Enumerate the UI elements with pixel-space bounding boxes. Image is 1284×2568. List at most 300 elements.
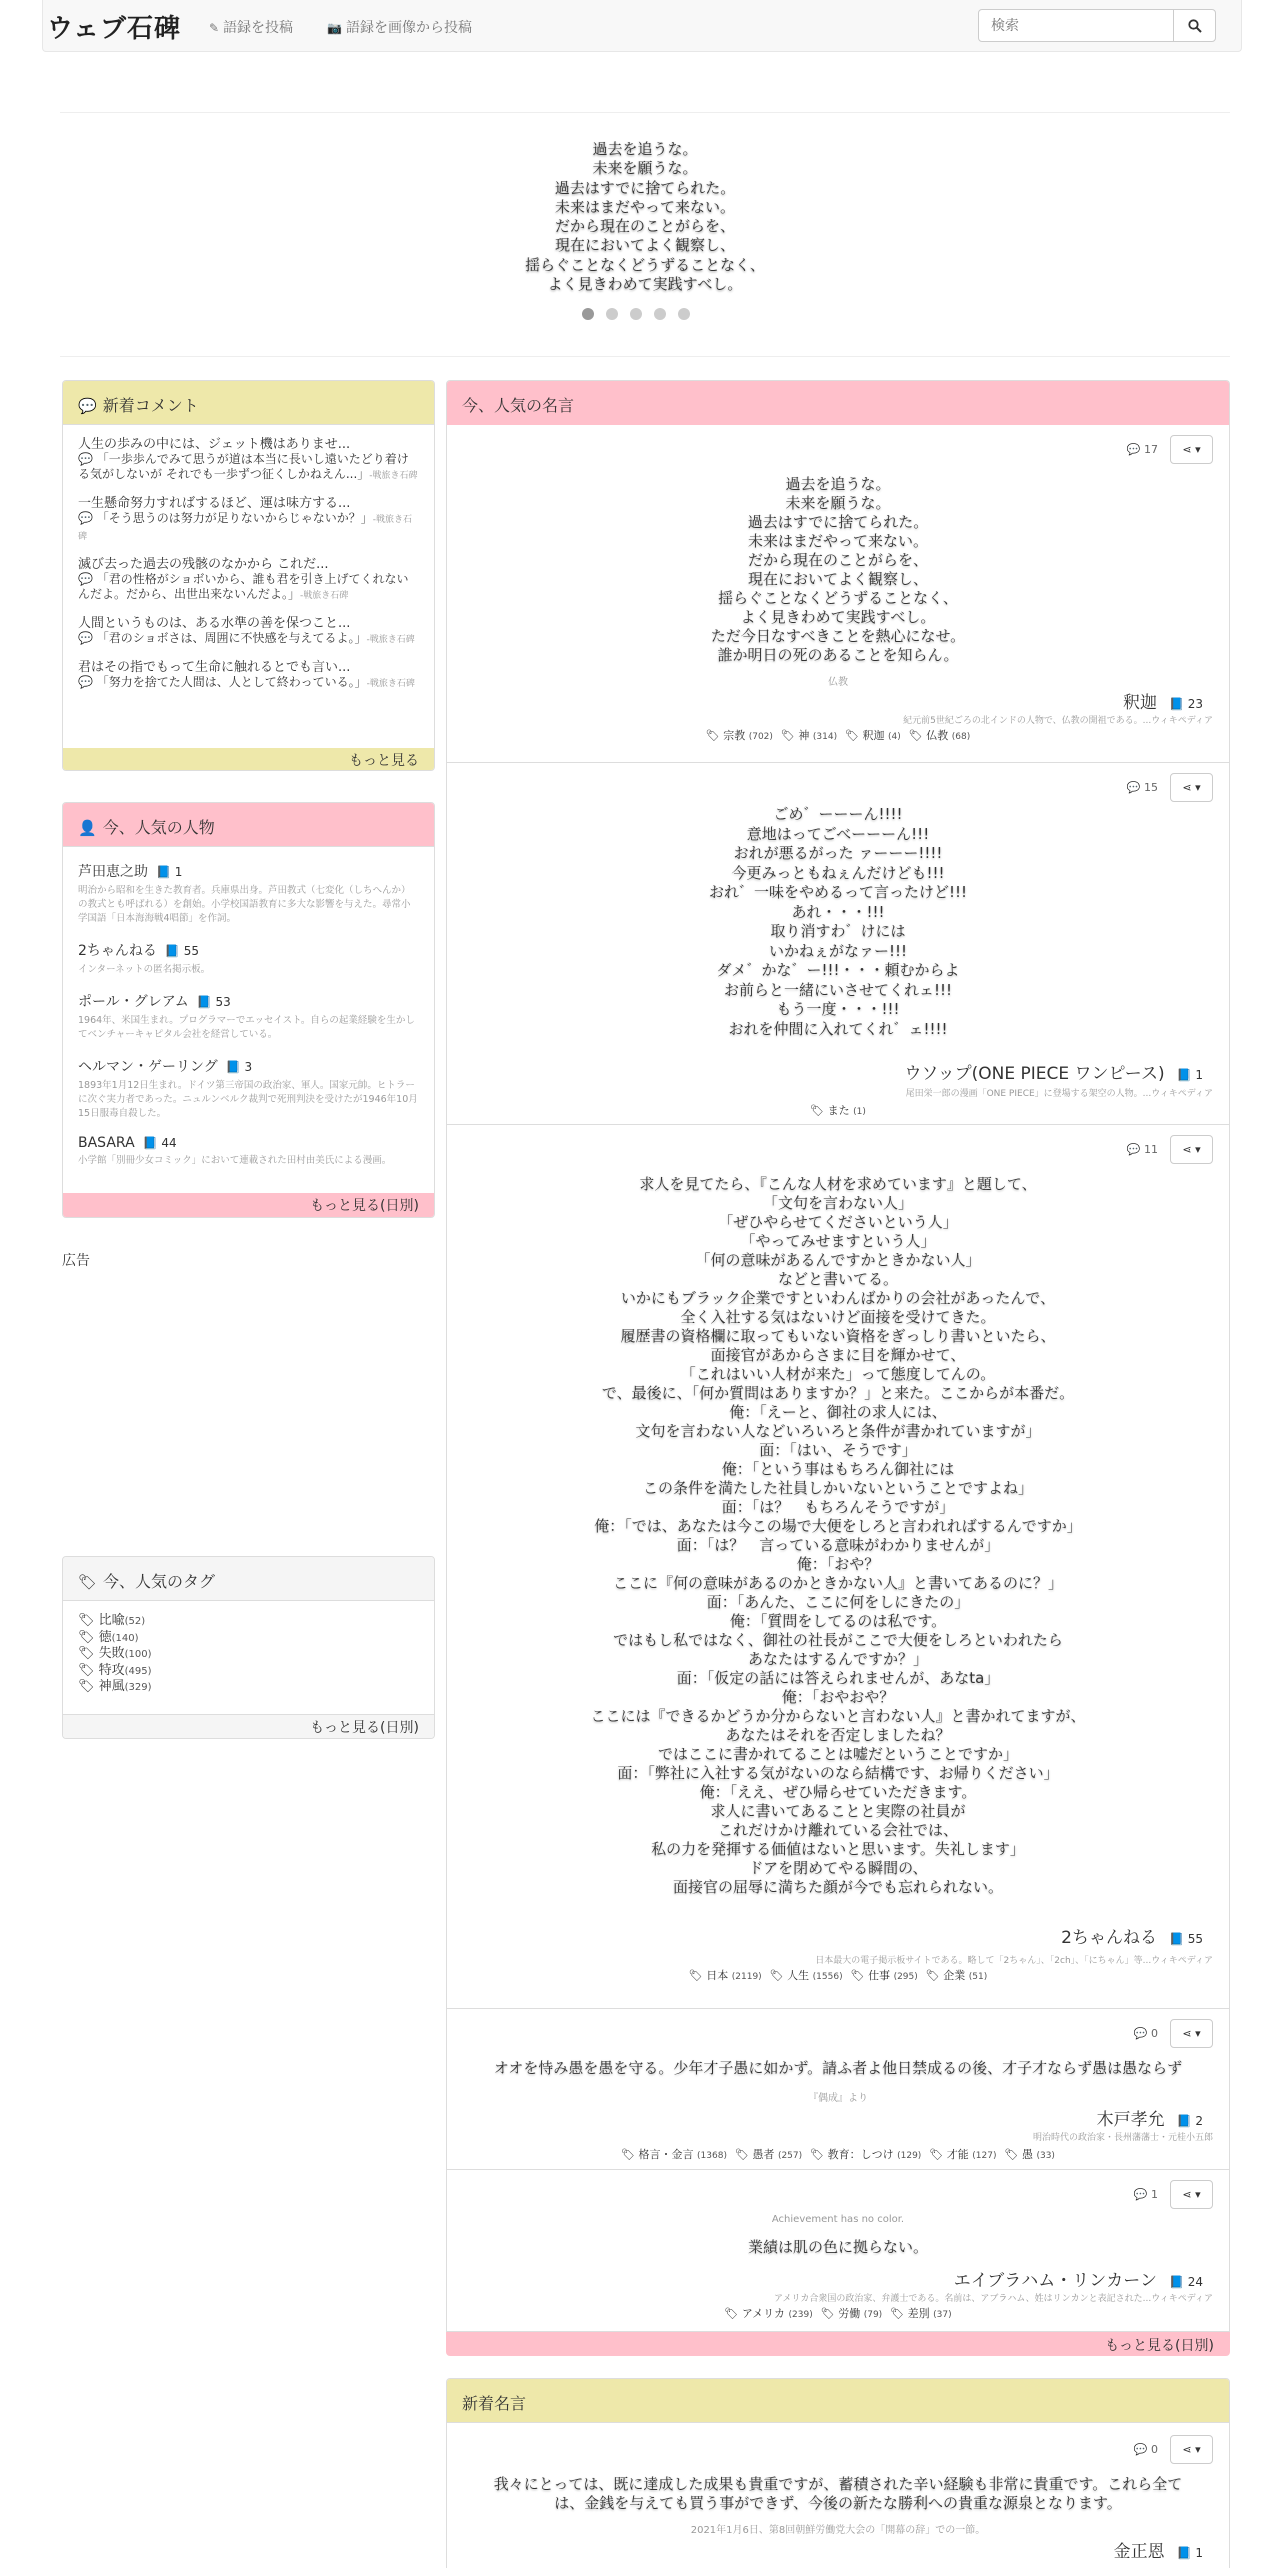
tag-name: 教育：しつけ xyxy=(827,2148,894,2161)
tag-link[interactable] xyxy=(689,1969,762,1982)
quote-line: あなたはそれを否定しましたね？ xyxy=(725,1726,951,1744)
book-icon: 📘 xyxy=(1168,1932,1188,1946)
tag-link[interactable] xyxy=(821,2307,882,2320)
quote-line: 「やってみせますという人」 xyxy=(740,1232,936,1250)
carousel-line: 過去を追うな。 xyxy=(592,140,698,158)
search-icon xyxy=(1188,19,1202,33)
tag-icon: 🏷 xyxy=(734,2148,753,2161)
quote-card xyxy=(446,425,1230,763)
quote-line: オオを恃み愚を愚を守る。少年才子愚に如かず。請ふ者よ他日禁成るの後、才子才ならず愚は愚ならず xyxy=(493,2059,1183,2077)
tag-icon: 🏷 xyxy=(810,2148,828,2161)
quote-line: 求人を見てたら、『こんな人材を求めています』と題して、 xyxy=(639,1175,1037,1193)
quote-line: 面接官があからさまに目を輝かせて、 xyxy=(710,1346,966,1364)
tag-name: アメリカ xyxy=(741,2307,786,2320)
comment-icon: 💬 xyxy=(78,675,97,689)
comment-count[interactable] xyxy=(1127,781,1158,794)
tag-link[interactable] xyxy=(621,2148,727,2161)
quote-text xyxy=(467,805,1209,1039)
comment-item[interactable] xyxy=(63,437,434,484)
book-icon: 📘 xyxy=(1168,697,1188,711)
search-input[interactable] xyxy=(978,9,1174,42)
quote-line: 俺：「質問をしてるのは私です。 xyxy=(729,1612,947,1630)
carousel-dot[interactable] xyxy=(654,308,666,320)
person-quote-count xyxy=(165,944,199,958)
share-icon: ⋖ ▾ xyxy=(1182,2027,1201,2040)
quote-tags xyxy=(447,2305,1229,2321)
tags-icon: 🏷 xyxy=(78,1573,98,1591)
share-icon: ⋖ ▾ xyxy=(1182,2443,1201,2456)
tag-count: (37) xyxy=(933,2310,952,2320)
comment-author: -戦旅き石碑 xyxy=(300,591,349,601)
quote-line: よく見きわめて実践すべし。 xyxy=(740,608,936,626)
carousel-indicators xyxy=(582,308,690,320)
divider xyxy=(60,112,1230,113)
quote-line: 俺：「という事はもちろん御社には xyxy=(721,1460,955,1478)
carousel-line: 過去はすでに捨てられた。 xyxy=(554,178,736,197)
author-quote-count-value: 1 xyxy=(1195,2546,1203,2560)
tag-name: 日本 xyxy=(706,1969,729,1982)
tag-link[interactable] xyxy=(890,2307,951,2320)
comment-icon: 💬 xyxy=(78,397,97,415)
quote-line: 今更みっともねぇんだけども!!! xyxy=(731,863,945,882)
share-dropdown-button[interactable] xyxy=(1170,773,1213,802)
panel-heading: 今、人気の名言 xyxy=(447,381,1229,425)
tag-icon: 🏷 xyxy=(621,2148,639,2161)
quote-line: 過去を追うな。 xyxy=(785,475,891,493)
tag-icon: 🏷 xyxy=(908,729,927,742)
person-quote-count xyxy=(226,1060,252,1074)
comment-text: 「努力を捨てた人間は、人として終わっている。」 xyxy=(96,675,367,689)
person-quote-count-value: 55 xyxy=(183,944,199,958)
author-description: 紀元前5世紀ごろの北インドの人物で、仏教の開祖である。...ウィキペディア xyxy=(903,716,1213,726)
tag-name: 失敗 xyxy=(98,1646,125,1661)
book-icon: 📘 xyxy=(1176,2114,1196,2128)
panel-title: 今、人気の人物 xyxy=(102,818,215,837)
quote-card xyxy=(446,2170,1230,2332)
tag-link[interactable] xyxy=(929,2148,996,2161)
book-icon: 📘 xyxy=(1176,1068,1196,1082)
person-description: インターネットの匿名掲示板。 xyxy=(78,964,211,975)
author-name: 2ちゃんねる xyxy=(1061,1928,1157,1948)
share-dropdown-button[interactable] xyxy=(1170,1135,1213,1164)
tag-count: (1368) xyxy=(697,2151,727,2161)
tag-count: (295) xyxy=(893,1972,918,1982)
tag-name: 宗教 xyxy=(723,729,746,742)
carousel-line: 未来はまだやって来ない。 xyxy=(554,197,735,216)
author-quote-count-value: 24 xyxy=(1187,2275,1203,2289)
quote-line: 誰か明日の死のあることを知らん。 xyxy=(717,646,959,664)
carousel-dot[interactable] xyxy=(630,308,642,320)
book-icon: 📘 xyxy=(142,1136,162,1150)
quote-text xyxy=(467,2059,1209,2078)
person-name[interactable]: 芦田恵之助 xyxy=(78,864,148,880)
tag-link[interactable] xyxy=(706,729,773,742)
tag-icon: 🏷 xyxy=(705,729,724,742)
person-item[interactable] xyxy=(63,1135,434,1168)
tag-link[interactable] xyxy=(781,729,837,742)
user-icon: 👤 xyxy=(78,819,97,837)
quote-line: 意地はってごべーーーん!!! xyxy=(746,824,930,843)
quote-line: ダメ゛かな゛ー!!!・・・頼むからよ xyxy=(716,961,960,979)
comment-count-value: 11 xyxy=(1144,1143,1158,1156)
comment-count[interactable] xyxy=(1127,443,1158,456)
share-icon: ⋖ ▾ xyxy=(1182,2188,1201,2201)
panel-title: 今、人気のタグ xyxy=(103,1572,216,1591)
comment-author: -戦旅き石碑 xyxy=(369,471,418,481)
quote-tags xyxy=(447,1967,1229,1983)
tag-item[interactable] xyxy=(78,1663,419,1680)
tag-name: 神 xyxy=(798,729,810,742)
quote-line: 私の力を発揮する価値はないと思います。失礼します」 xyxy=(651,1840,1025,1858)
person-description: 明治から昭和を生きた教育者。兵庫県出身。芦田教式（七変化（しちへんか）の教式とも呼ばれる）を創始。小学校国語教育に多大な影響を与えた。尋常小学国語「日本海海戦4唱節」を作詞。 xyxy=(78,885,411,924)
post-quote-link[interactable] xyxy=(209,17,293,37)
tags-list xyxy=(63,1601,434,1708)
comment-count[interactable] xyxy=(1127,1143,1158,1156)
quote-tags xyxy=(447,727,1229,743)
book-icon: 📘 xyxy=(1168,2275,1188,2289)
quote-line: 俺：「ええ、ぜひ帰らせていただきます。 xyxy=(699,1783,977,1801)
comment-icon: 💬 xyxy=(1133,2027,1151,2040)
tag-icon: 🏷 xyxy=(929,2148,947,2161)
post-from-image-label: 語録を画像から投稿 xyxy=(345,20,472,36)
tag-item[interactable] xyxy=(78,1679,419,1696)
tag-item[interactable] xyxy=(78,1630,419,1647)
tag-name: 労働 xyxy=(838,2307,861,2320)
tag-count: (4) xyxy=(888,732,901,742)
book-icon: 📘 xyxy=(164,944,184,958)
quote-carousel xyxy=(60,140,1230,294)
author-quote-count xyxy=(1169,697,1203,711)
tag-link[interactable] xyxy=(909,729,970,742)
tag-icon: 🏷 xyxy=(78,1629,99,1645)
share-dropdown-button[interactable] xyxy=(1170,435,1213,464)
tag-icon: 🏷 xyxy=(78,1679,99,1694)
tag-link[interactable] xyxy=(810,1104,866,1117)
tag-name: 比喩 xyxy=(98,1613,125,1628)
comment-count-value: 1 xyxy=(1151,2188,1158,2201)
quote-original: Achievement has no color. xyxy=(771,2214,905,2225)
comment-author: -戦旅き石碑 xyxy=(366,679,415,689)
author-name: 釈迦 xyxy=(1122,693,1157,713)
comment-quote[interactable]: 一生懸命努力すればするほど、運は味方する... xyxy=(78,496,351,511)
person-name-row xyxy=(78,991,419,1011)
tag-icon: 🏷 xyxy=(850,1969,869,1982)
quote-line: 業績は肌の色に拠らない。 xyxy=(747,2238,928,2256)
comment-count[interactable] xyxy=(1134,2027,1158,2040)
quote-author[interactable] xyxy=(904,1059,1203,1084)
comments-list xyxy=(63,437,434,692)
comment-quote[interactable]: 滅び去った過去の残骸のなかから これだ... xyxy=(78,557,329,572)
quote-toolbar xyxy=(1134,2180,1213,2209)
quote-line: で、最後に、「何か質問はありますか？」と来た。ここからが本番だ。 xyxy=(601,1384,1075,1402)
quote-line: おれ゛一味をやめるって言ったけど!!! xyxy=(708,883,968,901)
carousel-line: 未来を願うな。 xyxy=(592,159,698,178)
newest-quotes-panel xyxy=(446,2378,1230,2568)
person-name-row xyxy=(78,861,419,881)
tag-count: (1) xyxy=(853,1107,866,1117)
book-icon: 📘 xyxy=(156,865,175,879)
author-quote-count xyxy=(1177,1068,1203,1082)
quote-line: 履歴書の資格欄に取ってもいない資格をぎっしり書いといたら、 xyxy=(620,1327,1056,1345)
quote-line: 未来はまだやって来ない。 xyxy=(747,532,928,550)
person-quote-count-value: 3 xyxy=(244,1060,253,1074)
quote-line: 「ぜひやらせてくださいという人」 xyxy=(718,1213,958,1231)
person-item[interactable] xyxy=(63,861,434,926)
tag-link[interactable] xyxy=(735,2148,802,2161)
comment-count-value: 17 xyxy=(1144,443,1158,456)
quote-card xyxy=(446,763,1230,1125)
person-quote-count-value: 44 xyxy=(161,1136,177,1150)
person-quote-count xyxy=(156,865,182,879)
person-name[interactable]: BASARA xyxy=(78,1135,135,1151)
tag-name: 差別 xyxy=(907,2307,930,2320)
search-button[interactable] xyxy=(1173,9,1216,42)
tag-icon: 🏷 xyxy=(1004,2148,1022,2161)
panel-heading xyxy=(63,381,434,425)
tag-icon: 🏷 xyxy=(688,1969,707,1982)
comment-item[interactable] xyxy=(63,557,434,604)
quote-toolbar xyxy=(1134,2435,1213,2464)
tag-count: (52) xyxy=(124,1616,146,1627)
quote-tags xyxy=(447,2146,1229,2162)
quote-line: 俺：「では、あなたは今この場で大便をしろと言われればするんですか」 xyxy=(594,1517,1082,1535)
person-item[interactable] xyxy=(63,1056,434,1121)
quote-author[interactable] xyxy=(1097,2105,1203,2130)
tag-name: 仏教 xyxy=(926,729,949,742)
comment-icon: 💬 xyxy=(1126,781,1144,794)
quote-text xyxy=(467,1175,1209,1897)
quote-line: 過去はすでに捨てられた。 xyxy=(747,513,929,531)
tag-link[interactable] xyxy=(851,1969,918,1982)
quote-line: ここには『できるかどうか分からないと言わない人』と書かれてますが、 xyxy=(590,1707,1086,1725)
tag-link[interactable] xyxy=(845,729,901,742)
comment-count[interactable] xyxy=(1134,2188,1158,2201)
person-name[interactable]: ヘルマン・ゲーリング xyxy=(78,1059,218,1075)
quote-line: 俺：「えーと、御社の求人には、 xyxy=(729,1403,947,1421)
tag-link[interactable] xyxy=(1004,2148,1054,2161)
person-name-row xyxy=(78,1056,419,1076)
author-name: エイブラハム・リンカーン xyxy=(953,2271,1157,2291)
quote-line: あなたはするんですか？」 xyxy=(747,1650,928,1668)
tag-icon: 🏷 xyxy=(890,2307,908,2320)
ad-label: 広告 xyxy=(62,1253,90,1269)
quote-line: 全く入社する気はないけど面接を受けてきた。 xyxy=(680,1308,996,1326)
quote-card xyxy=(446,2009,1230,2170)
comment-item[interactable] xyxy=(63,616,434,648)
quote-toolbar xyxy=(1127,773,1213,802)
quote-line: 俺：「おやおや？ xyxy=(781,1688,895,1706)
tag-link[interactable] xyxy=(810,2148,921,2161)
share-icon: ⋖ ▾ xyxy=(1182,1143,1201,1156)
comment-count-value: 0 xyxy=(1151,2027,1158,2040)
tag-item[interactable] xyxy=(78,1613,419,1630)
person-quote-count xyxy=(197,995,231,1009)
author-name: 金正恩 xyxy=(1113,2542,1165,2562)
tag-icon: 🏷 xyxy=(810,1104,828,1117)
tag-name: 愚 xyxy=(1021,2148,1033,2161)
person-item[interactable] xyxy=(63,991,434,1042)
person-name-row xyxy=(78,940,419,960)
quote-text xyxy=(467,2238,1209,2257)
quote-line: 「文句を言わない人」 xyxy=(762,1194,913,1212)
quote-line: 面：「仮定の話には答えられませんが、あなta」 xyxy=(676,1669,1000,1687)
comment-body xyxy=(78,675,419,692)
share-dropdown-button[interactable] xyxy=(1170,2019,1213,2048)
tags-more-link[interactable]: もっと見る(日別) xyxy=(63,1714,434,1738)
tag-icon: 🏷 xyxy=(78,1613,99,1628)
person-item[interactable] xyxy=(63,940,434,977)
carousel-line: 揺らぐことなくどうずることなく、 xyxy=(525,255,765,274)
quote-line: 面：「あんた、ここに何をしにきたの」 xyxy=(706,1593,970,1611)
author-quote-count-value: 2 xyxy=(1195,2114,1203,2128)
comment-item[interactable] xyxy=(63,496,434,545)
author-quote-count-value: 23 xyxy=(1187,697,1203,711)
new-comments-panel xyxy=(62,380,435,771)
comment-text: 「一歩歩んでみて思うが道は本当に長いし遠いたどり着ける気がしないが それでも一歩ずつ征くしかねえん...」 xyxy=(78,452,409,481)
quote-author[interactable] xyxy=(954,2266,1203,2291)
people-more-link[interactable]: もっと見る(日別) xyxy=(63,1193,434,1217)
tag-link[interactable] xyxy=(770,1969,843,1982)
quote-line: ここに『何の意味があるのかときかない人』と書いてあるのに？」 xyxy=(612,1574,1063,1592)
quote-line: ごめ゛ーーーん!!!! xyxy=(773,805,903,823)
tag-item[interactable] xyxy=(78,1646,419,1663)
tag-name: 企業 xyxy=(943,1969,966,1982)
quote-line: 取り消すわ゛けには xyxy=(770,922,906,940)
tag-icon: 🏷 xyxy=(780,729,799,742)
share-dropdown-button[interactable] xyxy=(1170,2435,1213,2464)
tag-icon: 🏷 xyxy=(925,1969,944,1982)
comment-quote[interactable]: 君はその指でもって生命に触れるとでも言い... xyxy=(78,660,351,675)
quote-toolbar xyxy=(1127,435,1213,464)
share-dropdown-button[interactable] xyxy=(1170,2180,1213,2209)
tag-icon: 🏷 xyxy=(724,2307,742,2320)
author-description: アメリカ合衆国の政治家、弁護士である。名前は、アブラハム、姓はリンカンと表記された...ウィキペディア xyxy=(774,2294,1213,2304)
comment-quote[interactable]: 人間というものは、ある水準の善を保つこと... xyxy=(78,616,351,631)
post-from-image-link[interactable] xyxy=(327,17,472,37)
comment-text: 「そう思うのは努力が足りないからじゃないか？」 xyxy=(96,511,373,525)
quote-line: 面：「は？ 言っている意味がわかりませんが」 xyxy=(676,1536,1000,1554)
quote-line: おれを仲間に入れてくれ゛ェ!!!! xyxy=(728,1019,948,1038)
author-quote-count xyxy=(1169,1932,1203,1946)
book-icon: 📘 xyxy=(225,1060,245,1074)
panel-heading xyxy=(63,803,434,847)
tag-name: 仕事 xyxy=(868,1969,891,1982)
person-description: 1964年、米国生まれ。プログラマーでエッセイスト。自らの起業経験を生かしてベンチャーキャピタル会社を経営している。 xyxy=(78,1015,415,1040)
quote-line: ドアを閉めてやる瞬間の、 xyxy=(748,1859,928,1877)
author-quote-count-value: 55 xyxy=(1187,1932,1203,1946)
popular-people-panel xyxy=(62,802,435,1218)
panel-title: 新着コメント xyxy=(102,396,199,415)
popular-more-link[interactable]: もっと見る(日別) xyxy=(446,2332,1230,2356)
brand-logo[interactable]: ウェブ石碑 xyxy=(47,14,181,44)
person-name[interactable]: 2ちゃんねる xyxy=(78,943,157,959)
tag-icon: 🏷 xyxy=(78,1646,99,1661)
quote-line: 面：「弊社に入社する気がないのなら結構です、お帰りください」 xyxy=(617,1764,1059,1782)
quote-text xyxy=(467,2475,1209,2513)
tag-count: (79) xyxy=(863,2310,883,2320)
share-icon: ⋖ ▾ xyxy=(1182,781,1201,794)
carousel-dot[interactable] xyxy=(606,308,618,320)
quote-line: 未来を願うな。 xyxy=(785,494,891,512)
comment-body xyxy=(78,452,419,484)
tag-name: 人生 xyxy=(787,1969,810,1982)
quote-line: おれが悪るがった ァーーー!!!! xyxy=(733,844,943,862)
person-name[interactable]: ポール・グレアム xyxy=(78,994,189,1010)
people-list xyxy=(63,861,434,1168)
tag-name: 釈迦 xyxy=(862,729,885,742)
tag-icon: 🏷 xyxy=(820,2307,839,2320)
comment-icon: 💬 xyxy=(1126,1143,1144,1156)
comment-count[interactable] xyxy=(1134,2443,1158,2456)
quote-line: 揺らぐことなくどうずることなく、 xyxy=(718,589,958,607)
tag-count: (33) xyxy=(1036,2151,1055,2161)
comment-item[interactable] xyxy=(63,660,434,692)
comment-body xyxy=(78,631,419,648)
quote-line: 面：「はい、そうです」 xyxy=(759,1441,917,1459)
carousel-line: 現在においてよく観察し、 xyxy=(554,236,735,255)
carousel-dot[interactable] xyxy=(678,308,690,320)
carousel-dot[interactable] xyxy=(582,308,594,320)
comment-quote[interactable]: 人生の歩みの中には、ジェット機はありませ... xyxy=(78,437,351,452)
quote-line: だから現在のことがらを、 xyxy=(747,551,928,569)
tag-count: (127) xyxy=(972,2151,997,2161)
tag-name: また xyxy=(827,1104,850,1117)
comment-icon: 💬 xyxy=(78,452,97,466)
author-description: 日本最大の電子掲示板サイトである。略して「2ちゃん」、「2ch」、「にちゃん」等...ウィキペディア xyxy=(815,1956,1213,1966)
tag-count: (314) xyxy=(812,732,838,742)
person-description: 小学館「別冊少女コミック」において連載された田村由美氏による漫画。 xyxy=(78,1155,392,1166)
quote-author[interactable] xyxy=(1123,688,1203,713)
tag-count: (239) xyxy=(788,2310,813,2320)
comment-count-value: 0 xyxy=(1151,2443,1158,2456)
person-description: 1893年1月12日生まれ。ドイツ第三帝国の政治家、軍人。国家元帥。ヒトラーに次ぐ実力者であった。ニュルンベルク裁判で死刑判決を受けたが1946年10月15日服毒自殺した。 xyxy=(78,1080,418,1119)
comment-author: -戦旅き石碑 xyxy=(78,515,413,542)
book-icon: 📘 xyxy=(196,995,216,1009)
tag-name: 格言・金言 xyxy=(638,2148,694,2161)
author-quote-count: 📘 1 xyxy=(1176,2546,1203,2560)
tag-count: (68) xyxy=(951,732,971,742)
quote-line: 文句を言わない人などいろいろと条件が書かれていますが」 xyxy=(635,1422,1041,1440)
navbar xyxy=(42,0,1242,52)
quote-line: は、金銭を与えても買う事ができず、今後の新たな勝利への貴重な源泉となります。 xyxy=(554,2494,1122,2512)
comments-more-link[interactable]: もっと見る xyxy=(63,748,434,770)
tag-icon: 🏷 xyxy=(769,1969,788,1982)
tag-icon: 🏷 xyxy=(845,729,863,742)
quote-toolbar xyxy=(1127,1135,1213,1164)
camera-icon: 📷 xyxy=(327,21,342,35)
quote-author[interactable] xyxy=(1114,2537,1203,2562)
quote-line: あれ・・・!!! xyxy=(791,902,885,921)
quote-tags xyxy=(447,1102,1229,1118)
quote-author[interactable] xyxy=(1061,1923,1203,1948)
comment-text: 「君のショボさは、周囲に不快感を与えてるよ。」 xyxy=(96,631,367,645)
quote-line: 求人に書いてあることと実際の社員が xyxy=(710,1802,966,1820)
quote-line: もう一度・・・!!! xyxy=(776,1000,900,1018)
edit-icon: ✎ xyxy=(209,21,220,35)
person-quote-count-value: 53 xyxy=(215,995,231,1009)
comment-icon: 💬 xyxy=(78,572,97,586)
quote-line: 現在においてよく観察し、 xyxy=(747,570,928,588)
tag-link[interactable] xyxy=(724,2307,812,2320)
quote-text xyxy=(467,475,1209,665)
comment-icon: 💬 xyxy=(1133,2443,1151,2456)
quote-line: 面：「は？ もちろんそうですが」 xyxy=(721,1498,955,1516)
quote-card xyxy=(446,1125,1230,2009)
tag-count: (702) xyxy=(748,732,773,742)
author-quote-count xyxy=(1169,2275,1203,2289)
tag-link[interactable] xyxy=(926,1969,987,1982)
quote-source: 仏教 xyxy=(828,677,848,688)
